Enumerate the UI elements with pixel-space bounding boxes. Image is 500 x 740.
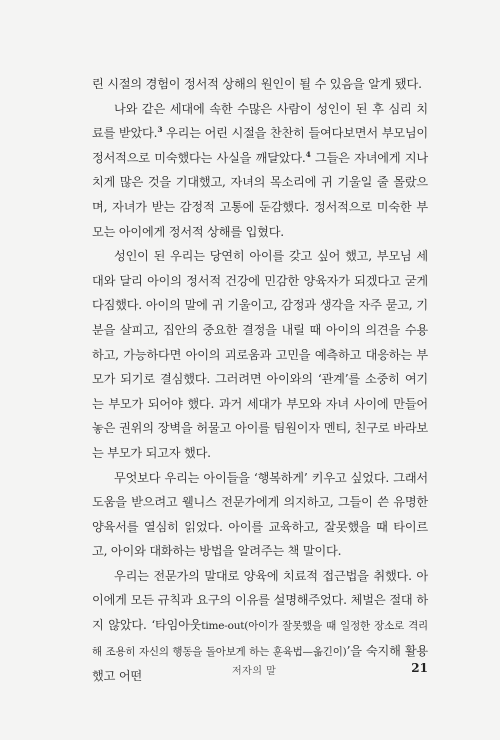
footnote-marker: 3: [157, 125, 163, 135]
paragraph: [92, 97, 428, 245]
paragraph-text: 나와 같은 세대에 속한 수많은 사람이 성인이 된 후 심리 치료를 받았다.: [92, 101, 428, 141]
paragraph-text: 그들은 자녀에게 지나치게 많은 것을 기대했고, 자녀의 목소리에 귀 기울일 줄 몰랐으며, 자녀가 받는 감정적 고통에 둔감했다. 정서적으로 미숙한 부모는 아이에게 정서적 상해를 입혔다.: [92, 150, 428, 239]
paragraph: [92, 72, 428, 97]
translator-note: time-out(아이가 잘못했을 때 일정한 장소로 격리해 조용히 자신의 행동을 돌아보게 하는 훈육법—옮긴이): [92, 620, 429, 658]
paragraph-text: 우리는 전문가의 말대로 양육에 치료적 접근법을 취했다. 아이에게 모든 규칙과 요구의 이유를 설명해주었다. 체벌은 절대 하지 않았다. ‘타임아웃: [92, 568, 428, 633]
paragraph-text: 린 시절의 경험이 정서적 상해의 원인이 될 수 있음을 알게 됐다.: [92, 77, 422, 91]
paragraph: [92, 244, 428, 465]
page-number: 21: [411, 661, 428, 675]
paragraph-text: 성인이 된 우리는 당연히 아이를 갖고 싶어 했고, 부모님 세대와 달리 아이의 정서적 건강에 민감한 양육자가 되겠다고 굳게 다짐했다. 아이의 말에 귀 기울이고, 감정과 생각을 자주 묻고, 기분을 살피고, 집안의 중요한 결정을 내릴 때 아이의 의견을 수용하고, 가능하다면 아이의 괴로움과 고민을 예측하고 대응하는 부모가 되기로 결심했다. 그러려면 아이와의 ‘관계’를 소중히 여기는 부모가 되어야 했다. 과거 세대가 부모와 자녀 사이에 만들어놓은 권위의 장벽을 허물고 아이를 팀원이자 멘티, 친구로 바라보는 부모가 되고자 했다.: [92, 249, 428, 460]
body-text: [92, 72, 428, 689]
paragraph-text: 우리는 어린 시절을 찬찬히 들여다보면서 부모님이 정서적으로 미숙했다는 사실을 깨달았다.: [92, 126, 428, 165]
running-title: 저자의 말: [232, 666, 277, 677]
paragraph-text: ’을 숙지해 활용했고 어떤: [92, 643, 428, 684]
page-footer: [0, 662, 500, 678]
paragraph: [92, 466, 428, 564]
paragraph-text: 무엇보다 우리는 아이들을 ‘행복하게’ 키우고 싶었다. 그래서 도움을 받으려고 웰니스 전문가에게 의지하고, 그들이 쓴 유명한 양육서를 열심히 읽었다. 아이를 교육하고, 잘못했을 때 타이르고, 아이와 대화하는 방법을 알려주는 책 말이다.: [92, 470, 428, 559]
footnote-marker: 4: [305, 149, 311, 159]
